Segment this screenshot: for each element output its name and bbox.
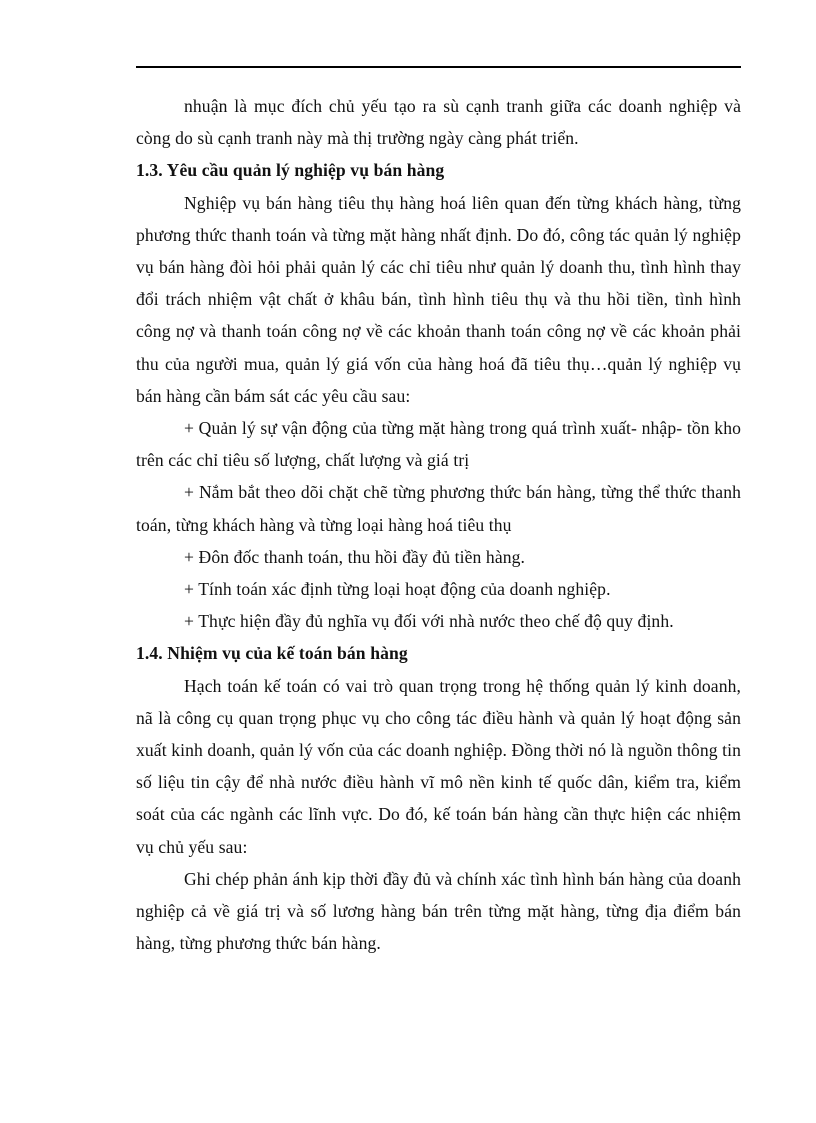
section-heading-1-4: 1.4. Nhiệm vụ của kế toán bán hàng bbox=[136, 643, 408, 664]
bullet-item-2: + Nắm bắt theo dõi chặt chẽ từng phương thức bán hàng, từng thể thức thanh toán, từng khách hàng và từng loại hàng hoá tiêu thụ bbox=[136, 482, 741, 535]
paragraph-continuation: nhuận là mục đích chủ yếu tạo ra sù cạnh tranh giữa các doanh nghiệp và còng do sù cạnh tranh này mà thị trường ngày càng phát triển. bbox=[136, 96, 741, 149]
bullet-item-5: + Thực hiện đầy đủ nghĩa vụ đối với nhà nước theo chế độ quy định. bbox=[184, 611, 674, 632]
header-rule bbox=[136, 66, 741, 68]
bullet-item-1: + Quản lý sự vận động của từng mặt hàng trong quá trình xuất- nhập- tồn kho trên các chỉ tiêu số lượng, chất lượng và giá trị bbox=[136, 418, 741, 471]
paragraph-accounting-role: Hạch toán kế toán có vai trò quan trọng trong hệ thống quản lý kinh doanh, nã là công cụ quan trọng phục vụ cho công tác điều hành và quản lý hoạt động sản xuất kinh doanh, quản lý vốn của các doanh nghiệp. Đồng thời nó là nguồn thông tin số liệu tin cậy để nhà nước điều hành vĩ mô nền kinh tế quốc dân, kiểm tra, kiểm soát của các ngành các lĩnh vực. Do đó, kế toán bán hàng cần thực hiện các nhiệm vụ chủ yếu sau: bbox=[136, 675, 741, 857]
document-body bbox=[136, 90, 741, 959]
bullet-item-4: + Tính toán xác định từng loại hoạt động của doanh nghiệp. bbox=[184, 579, 611, 600]
section-heading-1-3: 1.3. Yêu cầu quản lý nghiệp vụ bán hàng bbox=[136, 160, 445, 181]
paragraph-sales-management: Nghiệp vụ bán hàng tiêu thụ hàng hoá liên quan đến từng khách hàng, từng phương thức thanh toán và từng mặt hàng nhất định. Do đó, công tác quản lý nghiệp vụ bán hàng đòi hỏi phải quản lý các chỉ tiêu như quản lý doanh thu, tình hình thay đổi trách nhiệm vật chất ở khâu bán, tình hình tiêu thụ và thu hồi tiền, tình hình công nợ và thanh toán công nợ về các khoản thanh toán công nợ về các khoản phải thu của người mua, quản lý giá vốn của hàng hoá đã tiêu thụ…quản lý nghiệp vụ bán hàng cần bám sát các yêu cầu sau: bbox=[136, 192, 741, 406]
paragraph-recording-duty: Ghi chép phản ánh kịp thời đầy đủ và chính xác tình hình bán hàng của doanh nghiệp cả về giá trị và số lương hàng bán trên từng mặt hàng, từng địa điểm bán hàng, từng phương thức bán hàng. bbox=[136, 868, 741, 954]
bullet-item-3: + Đôn đốc thanh toán, thu hồi đầy đủ tiền hàng. bbox=[184, 546, 526, 567]
